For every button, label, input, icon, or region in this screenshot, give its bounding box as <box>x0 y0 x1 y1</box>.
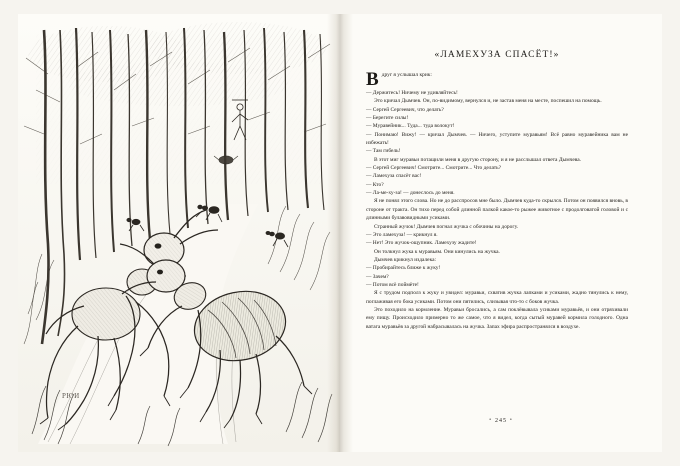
paragraph-22: Я с трудом подполз к жуку и увидел: муравьи, схватив жучка лапками и усиками, жадно тянулись к нему, поглаживая его бока усиками. Потом они пятились, слизывая что-то с боков жучка. <box>366 290 628 305</box>
folio-dot-right: • <box>510 418 513 424</box>
folio-dot-left: • <box>489 418 492 424</box>
paragraph-8: В этот миг муравьи потащили меня в другую сторону, и я не расслышал ответа Дымчева. <box>374 156 582 163</box>
paragraph-15: — Это ламехуза! — крикнул я. <box>366 231 438 238</box>
paragraph-1: — Держитесь! Ничему не удивляйтесь! <box>366 90 458 96</box>
chapter-title: «ЛАМЕХУЗА СПАСЁТ!» <box>434 50 560 60</box>
paragraph-5: — Муравейник... Туда... туда волокут! <box>366 123 455 130</box>
forest-ants-ink-drawing <box>18 14 340 452</box>
paragraph-2: Это кричал Дымчев. Он, по-видимому, вернулся и, не застав меня на месте, поспешил на помощь. <box>374 98 602 105</box>
paragraph-0-text: друг я услышал крик: <box>381 72 432 78</box>
paragraph-13: Я не понял этого слова. Но не до расспросов мне было. Дымчев куда-то скрылся. Потом он появился вновь, в стороне от тракта. Он тихо перед собой длинной палкой какое-то рыжее животное с продолговатой головой и с длинными булавовидными усиками. <box>366 198 628 222</box>
open-book-spread <box>18 14 662 452</box>
paragraph-14: Странный жучок! Дымчев погнал жучка с обочины на дорогу. <box>374 223 519 230</box>
left-page-illustration <box>18 14 340 452</box>
chapter-body <box>366 71 628 331</box>
page-number: 245 <box>495 418 507 424</box>
page-folio <box>340 418 662 424</box>
paragraph-23: Это походило на кормление. Муравьи бросались, а сам поклёвывала усиками муравьёв, и они отряхивали ему пищу. Происходило примерно то же самое, что я видел, когда сытый муравей кормила голодного. Одна ватага муравьёв за другой набрасывалась на жучка. Запах эфира распространялся в воздухе. <box>366 306 628 330</box>
paragraph-11: — Кто? <box>366 181 384 188</box>
paragraph-0 <box>366 71 628 89</box>
paragraph-17: Он толкнул жука к муравьям. Они кинулись на жучка. <box>374 248 500 255</box>
drop-cap: В <box>366 69 379 90</box>
paragraph-21: — Потом всё поймёте! <box>366 281 419 288</box>
text-column <box>366 50 628 331</box>
paragraph-6: — Понимаю! Вижу! — кричал Дымчев. — Ничего, уступите муравьям! Всё равно муравейника вам не избежать! <box>366 131 628 147</box>
paragraph-9: — Сергей Сергеевич! Смотрите... Смотрите... Что делать? <box>366 165 502 172</box>
paragraph-20: — Зачем? <box>366 273 389 280</box>
paragraph-18: Дымчев крикнул издалека: <box>374 256 437 263</box>
paragraph-19: — Пробирайтесь ближе к жуку! <box>366 265 441 272</box>
right-page-text <box>340 14 662 452</box>
paragraph-4: — Берегите силы! <box>366 115 409 122</box>
paragraph-16: — Нет! Это жучок-ощупник. Ламехузу жадите! <box>366 240 477 247</box>
paragraph-12: — Ла-ме-ху-за! — донеслось до меня. <box>366 190 455 197</box>
paragraph-3: — Сергей Сергеевич, что делать? <box>366 106 444 113</box>
artist-signature: РЮИ <box>62 392 80 400</box>
paragraph-7: — Там гибель! <box>366 148 401 155</box>
paragraph-10: — Ламехуза спасёт вас! <box>366 173 422 180</box>
